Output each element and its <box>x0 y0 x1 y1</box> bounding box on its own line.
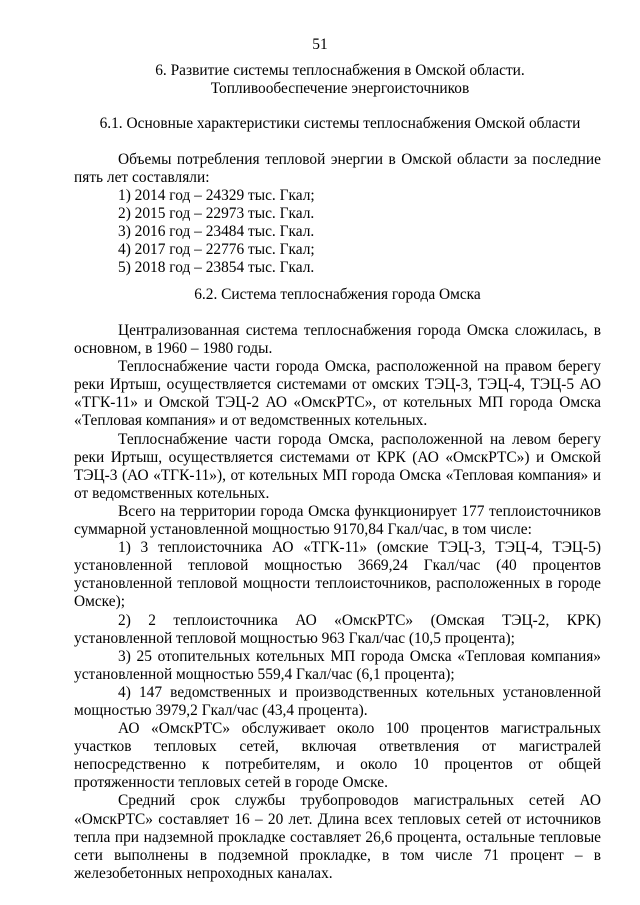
list-item: 3) 2016 год – 23484 тыс. Гкал. <box>118 223 315 240</box>
section-6-1-intro: Объемы потребления тепловой энергии в Омской области за последние пять лет составляли: <box>74 151 601 187</box>
paragraph: Централизованная система теплоснабжения города Омска сложилась, в основном, в 1960 – 1980 годы. <box>74 322 601 358</box>
paragraph: Теплоснабжение части города Омска, расположенной на левом берегу реки Иртыш, осуществляется системами от КРК (АО «ОмскРТС») и Омской ТЭЦ-3 (АО «ТГК-11»), от котельных МП города Омска «Тепловая компания» и от ведомственных котельных. <box>74 430 601 502</box>
page-number: 51 <box>312 36 328 53</box>
paragraph: Теплоснабжение части города Омска, расположенной на правом берегу реки Иртыш, осуществляется системами от омских ТЭЦ-3, ТЭЦ-4, ТЭЦ-5 АО «ТГК-11» и Омской ТЭЦ-2 АО «ОмскРТС», от котельных МП города Омска «Тепловая компания» и от ведомственных котельных. <box>74 358 601 430</box>
paragraph: АО «ОмскРТС» обслуживает около 100 процентов магистральных участков тепловых сетей, включая ответвления от магистралей непосредственно к потребителям, и около 10 процентов от общей протяженности тепловых сетей в городе Омске. <box>74 720 601 792</box>
section-6-title-line-2: Топливообеспечение энергоисточников <box>210 80 470 98</box>
list-item: 4) 2017 год – 22776 тыс. Гкал; <box>118 241 315 258</box>
paragraph: Средний срок службы трубопроводов магистральных сетей АО «ОмскРТС» составляет 16 – 20 лет. Длина всех тепловых сетей от источников тепла при надземной прокладке составляет 26,6 процента, остальные тепловые сети выполнены в подземной прокладке, в том числе 71 процент – в железобетонных непроходных каналах. <box>74 792 601 882</box>
section-6-2-heading: 6.2. Система теплоснабжения города Омска <box>194 286 481 303</box>
list-item: 2) 2015 год – 22973 тыс. Гкал. <box>118 205 315 222</box>
paragraph: 1) 3 теплоисточника АО «ТГК-11» (омские ТЭЦ-3, ТЭЦ-4, ТЭЦ-5) установленной тепловой мощностью 3669,24 Гкал/час (40 процентов установленной тепловой мощности теплоисточников, расположенных в городе Омске); <box>74 539 601 611</box>
paragraph: 4) 147 ведомственных и производственных котельных установленной мощностью 3979,2 Гкал/час (43,4 процента). <box>74 683 601 719</box>
list-item: 1) 2014 год – 24329 тыс. Гкал; <box>118 187 315 204</box>
paragraph: Всего на территории города Омска функционирует 177 теплоисточников суммарной установленной мощностью 9170,84 Гкал/час, в том числе: <box>74 502 601 539</box>
section-6-1-heading: 6.1. Основные характеристики системы теплоснабжения Омской области <box>99 115 581 132</box>
list-item: 5) 2018 год – 23854 тыс. Гкал. <box>118 259 315 276</box>
section-6-title-line-1: 6. Развитие системы теплоснабжения в Омской области. <box>155 62 525 79</box>
section-6-heading <box>60 62 620 98</box>
section-6-2-body <box>74 322 601 883</box>
paragraph: 2) 2 теплоисточника АО «ОмскРТС» (Омская ТЭЦ-2, КРК) установленной тепловой мощностью 963 Гкал/час (10,5 процента); <box>74 611 601 647</box>
paragraph: 3) 25 отопительных котельных МП города Омска «Тепловая компания» установленной мощностью 559,4 Гкал/час (6,1 процента); <box>74 647 601 683</box>
